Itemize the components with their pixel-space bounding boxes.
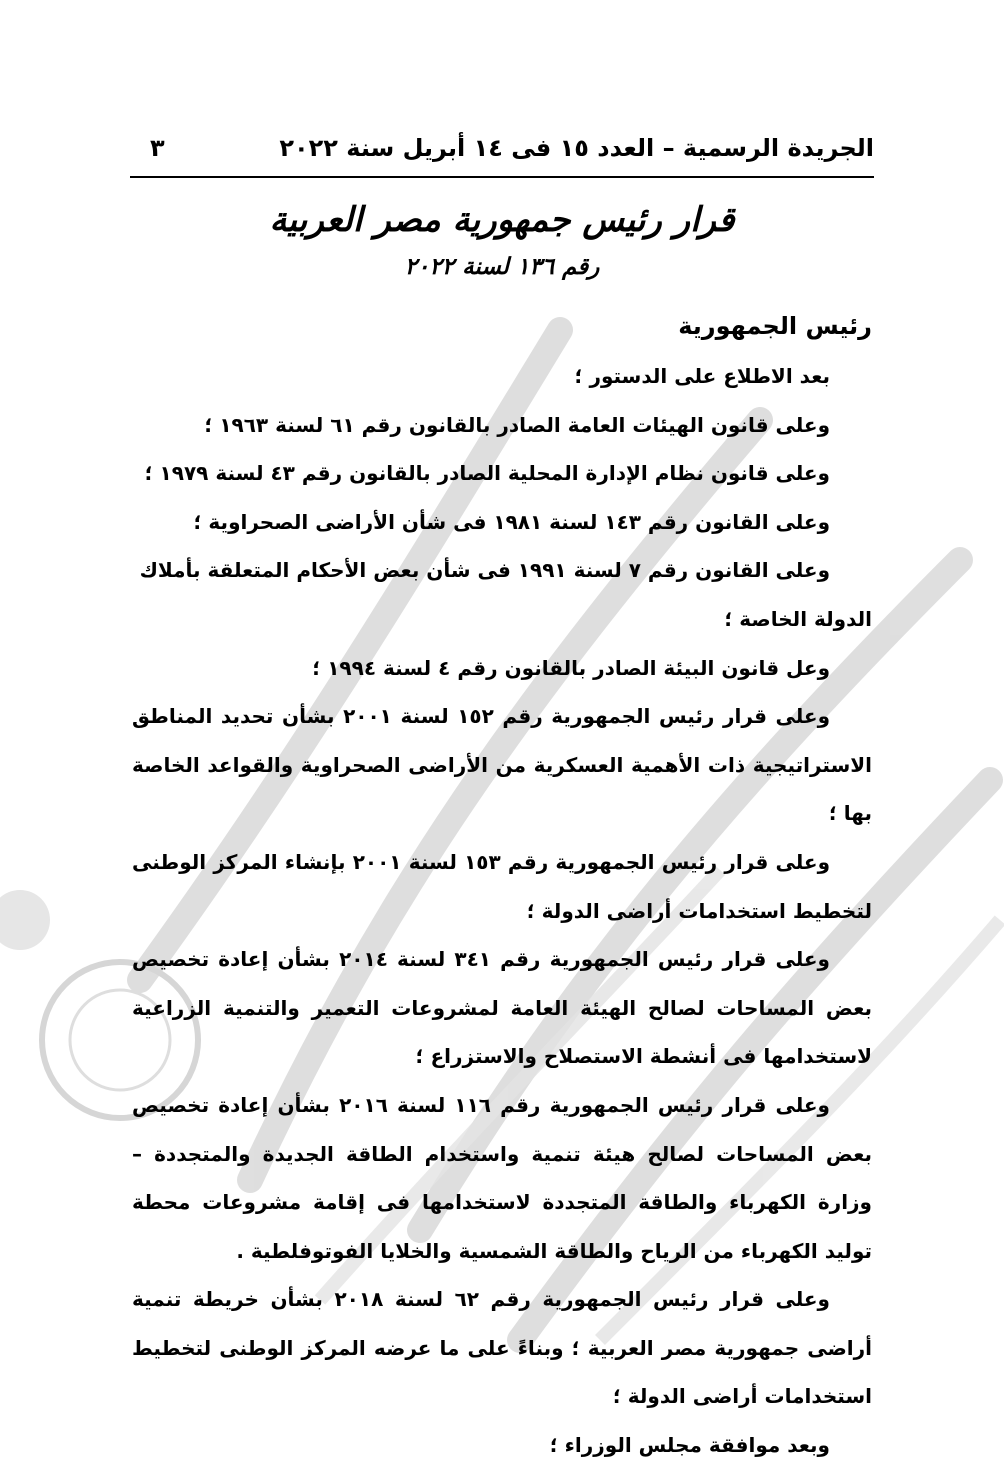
preamble-paragraph: وعل قانون البيئة الصادر بالقانون رقم ٤ لسنة ١٩٩٤ ؛ <box>312 655 830 680</box>
preamble-paragraph: وعلى قرار رئيس الجمهورية رقم ١٥٢ لسنة ٢٠٠١ بشأن تحديد المناطق الاستراتيجية ذات الأهمية العسكرية من الأراضى الصحراوية والقواعد الخاصة بها ؛ <box>132 704 872 826</box>
preamble-paragraph: وعلى قرار رئيس الجمهورية رقم ١٥٣ لسنة ٢٠٠١ بإنشاء المركز الوطنى لتخطيط استخدامات أراضى الدولة ؛ <box>132 849 872 923</box>
preamble-paragraph: وعلى قانون نظام الإدارة المحلية الصادر بالقانون رقم ٤٣ لسنة ١٩٧٩ ؛ <box>144 461 830 486</box>
preamble-paragraph: وعلى قرار رئيس الجمهورية رقم ١١٦ لسنة ٢٠١٦ بشأن إعادة تخصيص بعض المساحات لصالح هيئة تنمية واستخدام الطاقة الجديدة والمتجددة – وزارة الكهرباء والطاقة المتجددة لاستخدامها فى إقامة مشروعات محطة توليد الكهرباء من الرياح والطاقة الشمسية والخلايا الفوتوفلطية . <box>132 1092 872 1263</box>
preamble-paragraph: وعلى قانون الهيئات العامة الصادر بالقانون رقم ٦١ لسنة ١٩٦٣ ؛ <box>204 412 830 437</box>
preamble-paragraph: وعلى القانون رقم ١٤٣ لسنة ١٩٨١ فى شأن الأراضى الصحراوية ؛ <box>193 509 830 534</box>
decree-number: رقم ١٣٦ لسنة ٢٠٢٢ <box>404 254 600 280</box>
preamble-paragraph: وعلى قرار رئيس الجمهورية رقم ٣٤١ لسنة ٢٠١٤ بشأن إعادة تخصيص بعض المساحات لصالح الهيئة العامة لمشروعات التعمير والتنمية الزراعية لاستخدامها فى أنشطة الاستصلاح والاستزراع ؛ <box>132 947 872 1069</box>
publication-line: الجريدة الرسمية – العدد ١٥ فى ١٤ أبريل سنة ٢٠٢٢ <box>279 134 874 162</box>
preamble-paragraph: وبعد موافقة مجلس الوزراء ؛ <box>549 1433 830 1458</box>
issuer-heading: رئيس الجمهورية <box>678 312 872 340</box>
running-head <box>150 128 874 168</box>
decree-title: قرار رئيس جمهورية مصر العربية <box>269 200 735 240</box>
header-divider <box>130 176 874 178</box>
preamble-paragraph: بعد الاطلاع على الدستور ؛ <box>574 364 830 388</box>
page-number: ٣ <box>150 134 165 162</box>
decree-body <box>132 306 872 1470</box>
preamble-paragraph: وعلى القانون رقم ٧ لسنة ١٩٩١ فى شأن بعض الأحكام المتعلقة بأملاك الدولة الخاصة ؛ <box>139 558 872 631</box>
preamble-paragraph: وعلى قرار رئيس الجمهورية رقم ٦٢ لسنة ٢٠١٨ بشأن خريطة تنمية أراضى جمهورية مصر العربية ؛ وبناءً على ما عرضه المركز الوطنى لتخطيط استخدامات أراضى الدولة ؛ <box>132 1287 872 1409</box>
